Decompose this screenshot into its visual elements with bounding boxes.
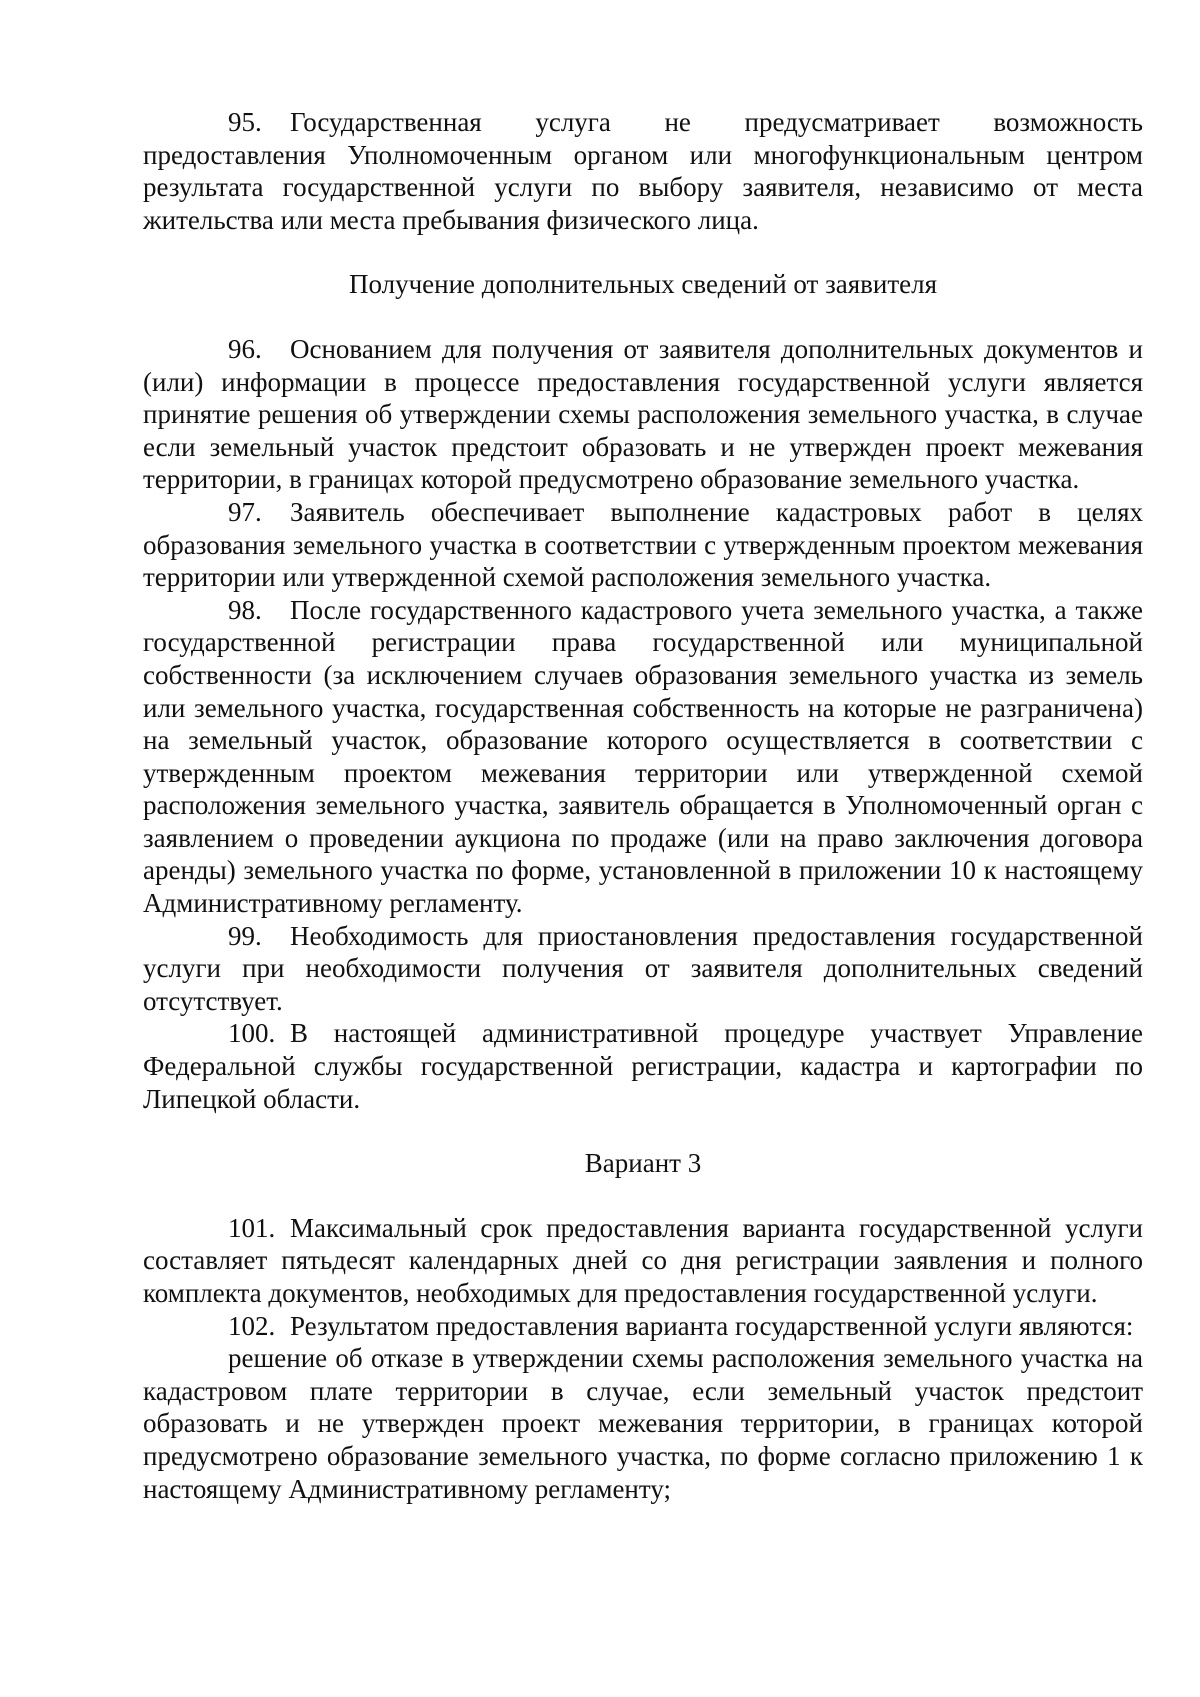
paragraph-number: 99. bbox=[228, 920, 262, 951]
paragraph-100 bbox=[143, 1017, 1143, 1115]
paragraph-text: После государственного кадастрового учета земельного участка, а также государственной регистрации права государственной или муниципальной собственности (за исключением случаев образования земельного участка из земель или земельного участка, государственная собственность на которые не разграничена) на земельный участок, образование которого осуществляется в соответствии с утвержденным проектом межевания территории или утвержденной схемой расположения земельного участка, заявитель обращается в Уполномоченный орган с заявлением о проведении аукциона по продаже (или на право заключения договора аренды) земельного участка по форме, установленной в приложении 10 к настоящему Административному регламенту. bbox=[143, 594, 1143, 919]
paragraph-99 bbox=[143, 920, 1143, 1018]
paragraph-text: Необходимость для приостановления предоставления государственной услуги при необходимости получения от заявителя дополнительных сведений отсутствует. bbox=[143, 920, 1143, 1016]
paragraph-98 bbox=[143, 594, 1143, 920]
paragraph-number: 97. bbox=[228, 496, 262, 527]
paragraph-96 bbox=[143, 333, 1143, 496]
paragraph-number: 100. bbox=[228, 1018, 276, 1049]
paragraph-text: Государственная услуга не предусматривает возможность предоставления Уполномоченным органом или многофункциональным центром результата государственной услуги по выбору заявителя, независимо от места жительства или места пребывания физического лица. bbox=[143, 107, 1143, 235]
document-page bbox=[143, 106, 1143, 1505]
paragraph-number: 102. bbox=[228, 1310, 276, 1341]
paragraph-number: 95. bbox=[228, 107, 262, 137]
paragraph-102 bbox=[143, 1310, 1143, 1343]
section-heading-variant-3: Вариант 3 bbox=[584, 1148, 702, 1179]
paragraph-number: 96. bbox=[228, 333, 262, 364]
paragraph-number: 101. bbox=[228, 1212, 276, 1243]
paragraph-text: Основанием для получения от заявителя дополнительных документов и (или) информации в процессе предоставления государственной услуги является принятие решения об утверждении схемы расположения земельного участка, в случае если земельный участок предстоит образовать и не утвержден проект межевания территории, в границах которой предусмотрено образование земельного участка. bbox=[143, 333, 1143, 495]
paragraph-text: Результатом предоставления варианта государственной услуги являются: bbox=[290, 1310, 1134, 1341]
paragraph-101 bbox=[143, 1212, 1143, 1310]
paragraph-text: Максимальный срок предоставления варианта государственной услуги составляет пятьдесят календарных дней со дня регистрации заявления и полного комплекта документов, необходимых для предоставления государственной услуги. bbox=[143, 1212, 1143, 1308]
paragraph-102-item: решение об отказе в утверждении схемы расположения земельного участка на кадастровом плате территории в случае, если земельный участок предстоит образовать и не утвержден проект межевания территории, в границах которой предусмотрено образование земельного участка, по форме согласно приложению 1 к настоящему Административному регламенту; bbox=[143, 1343, 1143, 1504]
paragraph-text: В настоящей административной процедуре участвует Управление Федеральной службы государственной регистрации, кадастра и картографии по Липецкой области. bbox=[143, 1018, 1143, 1114]
paragraph-97 bbox=[143, 496, 1143, 594]
section-heading-additional-info: Получение дополнительных сведений от заявителя bbox=[348, 269, 938, 300]
paragraph-text: Заявитель обеспечивает выполнение кадастровых работ в целях образования земельного участка в соответствии с утвержденным проектом межевания территории или утвержденной схемой расположения земельного участка. bbox=[143, 496, 1143, 593]
paragraph-95 bbox=[143, 106, 1143, 236]
paragraph-number: 98. bbox=[228, 594, 262, 625]
